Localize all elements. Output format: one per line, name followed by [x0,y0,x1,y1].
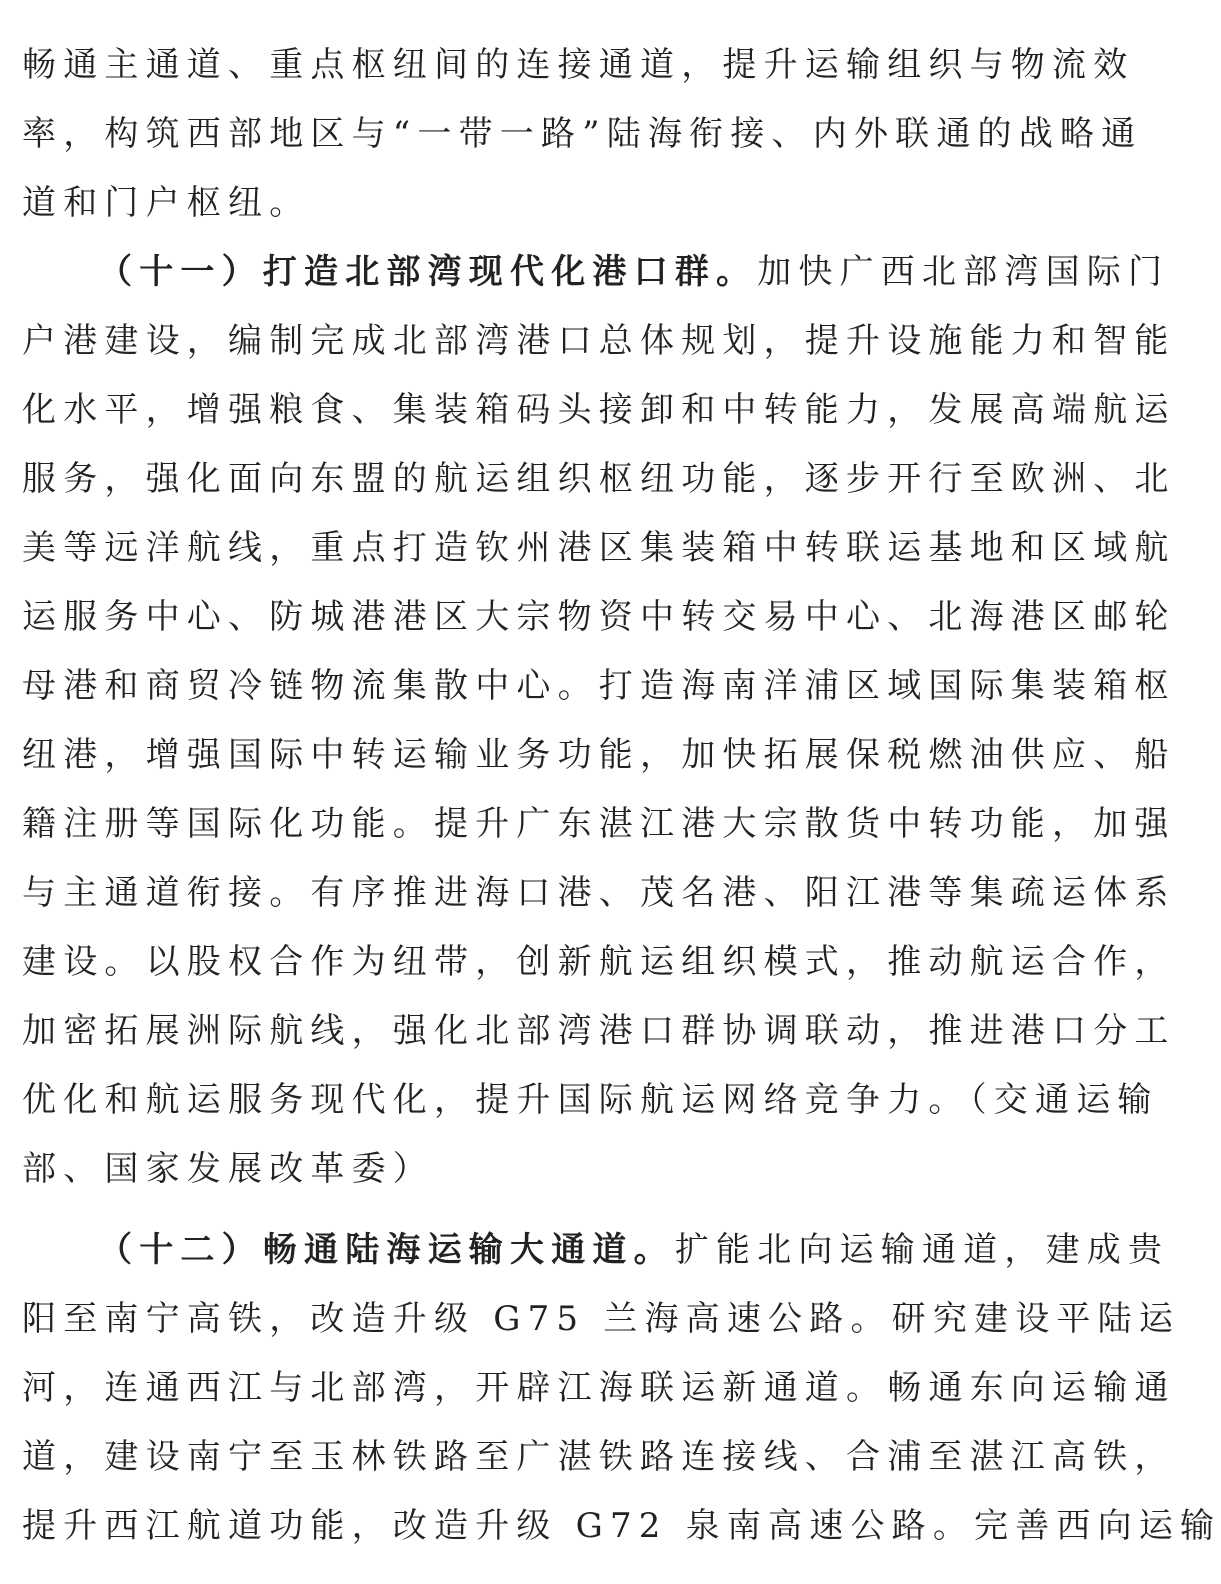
section-heading-12: （十二）畅通陆海运输大通道。 [98,1230,675,1270]
paragraph-3-line-4: 道，建设南宁至玉林铁路至广湛铁路连接线、合浦至湛江高铁， [22,1437,1176,1477]
document-page [22,0,1221,1584]
paragraph-1-line-1: 畅通主通道、重点枢纽间的连接通道，提升运输组织与物流效 [22,45,1135,85]
section-heading-11: （十一）打造北部湾现代化港口群。 [98,252,758,292]
paragraph-1-line-3: 道和门户枢纽。 [22,183,311,223]
paragraph-2-line-9: 籍注册等国际化功能。提升广东湛江港大宗散货中转功能，加强 [22,804,1176,844]
paragraph-2-line-3: 化水平，增强粮食、集装箱码头接卸和中转能力，发展高端航运 [22,390,1176,430]
paragraph-3-line-1-text: 扩能北向运输通道，建成贵 [674,1230,1170,1270]
paragraph-2-line-10: 与主通道衔接。有序推进海口港、茂名港、阳江港等集疏运体系 [22,873,1176,913]
paragraph-2-line-1-text: 加快广西北部湾国际门 [757,252,1170,292]
paragraph-2-line-4: 服务，强化面向东盟的航运组织枢纽功能，逐步开行至欧洲、北 [22,459,1176,499]
paragraph-2-line-11: 建设。以股权合作为纽带，创新航运组织模式，推动航运合作， [22,942,1176,982]
paragraph-3-line-2: 阳至南宁高铁，改造升级 G75 兰海高速公路。研究建设平陆运 [22,1299,1181,1339]
paragraph-2-line-12: 加密拓展洲际航线，强化北部湾港口群协调联动，推进港口分工 [22,1011,1176,1051]
paragraph-3-line-1 [22,1225,1170,1275]
paragraph-2-line-14: 部、国家发展改革委） [22,1149,434,1189]
paragraph-2-line-6: 运服务中心、防城港港区大宗物资中转交易中心、北海港区邮轮 [22,597,1176,637]
paragraph-1-line-2: 率，构筑西部地区与“一带一路”陆海衔接、内外联通的战略通 [22,114,1143,154]
paragraph-3-line-5: 提升西江航道功能，改造升级 G72 泉南高速公路。完善西向运输 [22,1506,1221,1546]
paragraph-3-line-3: 河，连通西江与北部湾，开辟江海联运新通道。畅通东向运输通 [22,1368,1176,1408]
paragraph-2-line-8: 纽港，增强国际中转运输业务功能，加快拓展保税燃油供应、船 [22,735,1176,775]
paragraph-2-line-2: 户港建设，编制完成北部湾港口总体规划，提升设施能力和智能 [22,321,1176,361]
paragraph-2-line-13: 优化和航运服务现代化，提升国际航运网络竞争力。（交通运输 [22,1080,1159,1120]
paragraph-2-line-5: 美等远洋航线，重点打造钦州港区集装箱中转联运基地和区域航 [22,528,1176,568]
paragraph-2-line-1 [22,247,1170,297]
paragraph-2-line-7: 母港和商贸冷链物流集散中心。打造海南洋浦区域国际集装箱枢 [22,666,1176,706]
